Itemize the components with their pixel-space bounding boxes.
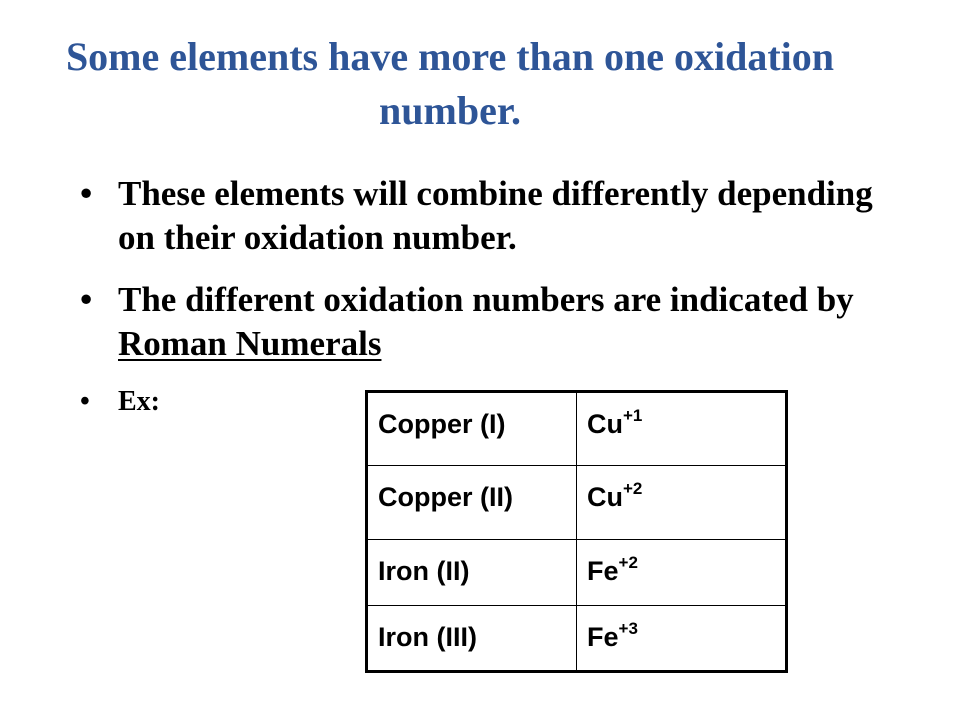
element-symbol: Fe [587,622,619,652]
element-symbol: Fe [587,556,619,586]
table-row [367,466,787,540]
element-name-cell: Copper (II) [367,466,577,540]
element-symbol-cell [577,540,787,606]
bullet-icon: • [80,386,90,417]
element-name-cell: Copper (I) [367,392,577,466]
charge-superscript: +1 [623,406,643,425]
element-name-cell: Iron (III) [367,606,577,672]
bullet-text: Ex: [118,386,160,417]
slide-title: Some elements have more than one oxidation number. [65,34,835,133]
element-name-cell: Iron (II) [367,540,577,606]
element-symbol: Cu [587,409,623,439]
element-symbol-cell [577,392,787,466]
table-row [367,540,787,606]
table-row [367,392,787,466]
bullet-icon: • [80,174,93,213]
roman-numerals-underlined: Roman Numerals [118,324,382,363]
element-symbol-cell [577,606,787,672]
table-row [367,606,787,672]
charge-superscript: +2 [618,553,638,572]
charge-superscript: +3 [618,619,638,638]
charge-superscript: +2 [623,479,643,498]
bullet-icon: • [80,280,93,319]
bullet-item-roman-numerals [80,278,910,366]
oxidation-table [365,390,788,673]
element-symbol-cell [577,466,787,540]
bullet-text: The different oxidation numbers are indicated by [118,280,854,319]
element-symbol: Cu [587,482,623,512]
bullet-item-combine [80,172,910,260]
bullet-text: These elements will combine differently depending on their oxidation number. [118,174,873,257]
